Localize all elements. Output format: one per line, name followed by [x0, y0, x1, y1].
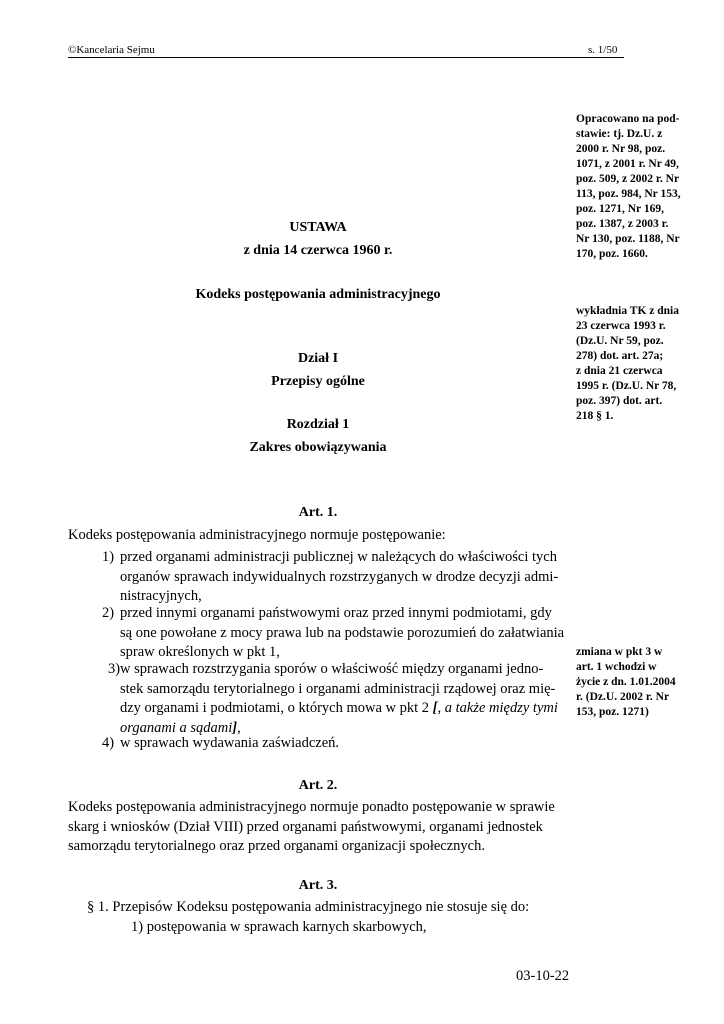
art1-item-2	[102, 604, 568, 663]
note-line: Nr 130, poz. 1188, Nr	[576, 233, 680, 245]
art3-heading: Art. 3.	[298, 878, 338, 893]
margin-note-interpretation	[576, 304, 696, 424]
item-number: 2)	[102, 605, 115, 621]
note-line: 113, poz. 984, Nr 153,	[576, 188, 681, 200]
item-number: 3)	[108, 661, 121, 677]
item-line: organów sprawach indywidualnych rozstrzyganych w drodze decyzji admi-	[120, 568, 559, 585]
item-text: ,	[237, 719, 241, 736]
text-line: skarg i wniosków (Dział VIII) przed organami państwowymi, organami jednostek	[68, 818, 543, 835]
art1-heading: Art. 1.	[298, 505, 338, 520]
item-line: w sprawach rozstrzygania sporów o właściwość między organami jedno-	[120, 661, 544, 677]
note-line: wykładnia TK z dnia	[576, 305, 680, 317]
act-name: Kodeks postępowania administracyjnego	[195, 287, 441, 302]
text-line: Kodeks postępowania administracyjnego normuje ponadto postępowanie w sprawie	[68, 799, 555, 815]
note-line: 1995 r. (Dz.U. Nr 78,	[576, 380, 677, 392]
art2-heading: Art. 2.	[298, 778, 338, 793]
art1-item-4	[102, 734, 568, 754]
note-line: 170, poz. 1660.	[576, 248, 648, 260]
item-line: przed innymi organami państwowymi oraz przed innymi podmiotami, gdy	[120, 605, 552, 621]
amendment-text: organami a sądami	[120, 719, 233, 736]
note-line: życie z dn. 1.01.2004	[576, 676, 676, 688]
header-left: ©Kancelaria Sejmu	[68, 44, 155, 56]
art3-item-1: 1) postępowania w sprawach karnych skarbowych,	[131, 919, 427, 935]
note-line: 23 czerwca 1993 r.	[576, 320, 666, 332]
art1-intro: Kodeks postępowania administracyjnego normuje postępowanie:	[68, 527, 446, 543]
item-line: przed organami administracji publicznej w należących do właściwości tych	[120, 549, 557, 565]
amendment-bracket-close: ]	[232, 719, 238, 736]
item-line: są one powołane z mocy prawa lub na podstawie porozumień do załatwiania	[120, 624, 565, 641]
item-line	[120, 699, 568, 719]
division-name: Przepisy ogólne	[271, 374, 365, 389]
art1-item-3	[108, 660, 568, 738]
chapter-heading: Rozdział 1	[286, 417, 350, 432]
chapter-name: Zakres obowiązywania	[249, 440, 387, 455]
note-line: 153, poz. 1271)	[576, 706, 649, 718]
note-line: 278) dot. art. 27a;	[576, 350, 664, 362]
header-rule	[68, 57, 624, 58]
art3-paragraph-1: § 1. Przepisów Kodeksu postępowania administracyjnego nie stosuje się do:	[87, 899, 530, 915]
item-number: 4)	[102, 735, 115, 751]
art2-text	[68, 798, 570, 857]
art1-item-1	[102, 548, 568, 607]
note-line: 2000 r. Nr 98, poz.	[576, 143, 666, 155]
item-text: dzy organami i podmiotami, o których mowa w pkt 2	[120, 700, 433, 716]
note-line: zmiana w pkt 3 w	[576, 646, 663, 658]
division-heading: Dział I	[297, 351, 339, 366]
item-number: 1)	[102, 549, 115, 565]
note-line: poz. 509, z 2002 r. Nr	[576, 173, 680, 185]
margin-note-amendment	[576, 645, 696, 720]
note-line: stawie: tj. Dz.U. z	[576, 128, 663, 140]
act-type: USTAWA	[289, 220, 347, 235]
header-page-number: s. 1/50	[588, 44, 618, 56]
note-line: poz. 1387, z 2003 r.	[576, 218, 669, 230]
item-line: nistracyjnych,	[120, 588, 202, 604]
note-line: Opracowano na pod-	[576, 113, 680, 125]
item-line: spraw określonych w pkt 1,	[120, 644, 280, 660]
amendment-text: , a także między tymi	[437, 700, 558, 716]
note-line: (Dz.U. Nr 59, poz.	[576, 335, 664, 347]
note-line: poz. 1271, Nr 169,	[576, 203, 664, 215]
footer-date: 03-10-22	[516, 968, 570, 984]
note-line: r. (Dz.U. 2002 r. Nr	[576, 691, 670, 703]
note-line: poz. 397) dot. art.	[576, 395, 663, 407]
margin-note-source	[576, 112, 696, 262]
note-line: z dnia 21 czerwca	[576, 365, 663, 377]
act-date: z dnia 14 czerwca 1960 r.	[243, 243, 393, 258]
item-line: w sprawach wydawania zaświadczeń.	[120, 735, 340, 751]
amendment-bracket-open: [	[432, 700, 438, 716]
note-line: 1071, z 2001 r. Nr 49,	[576, 158, 679, 170]
note-line: art. 1 wchodzi w	[576, 661, 657, 673]
item-line: stek samorządu terytorialnego i organami administracji rządowej oraz mię-	[120, 680, 556, 697]
text-line: samorządu terytorialnego oraz przed organami organizacji społecznych.	[68, 838, 485, 854]
note-line: 218 § 1.	[576, 410, 614, 422]
